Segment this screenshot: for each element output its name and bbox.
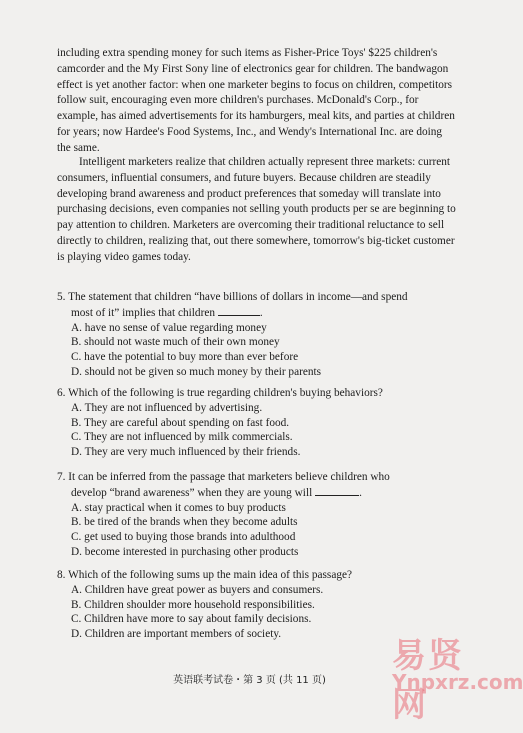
option-b: B. They are careful about spending on fast food. (71, 416, 290, 429)
stem-text: develop “brand awareness” when they are young will (71, 486, 313, 499)
option-a: A. have no sense of value regarding money (71, 321, 267, 334)
question-stem-continued (57, 485, 457, 501)
stem-end: . (259, 306, 263, 319)
stem-text: most of it” implies that children (71, 306, 216, 319)
option-b: B. Children shoulder more household responsibilities. (71, 598, 315, 611)
passage-text-1: including extra spending money for such items as Fisher-Price Toys' $225 children's camcorder and the My First Sony line of electronics gear for children. The bandwagon effect is yet another factor: when one marketer begins to focus on children, competitors follow suit, encouraging even more children's purchases. McDonald's Corp., for example, has aimed advertisements for its hamburgers, meal kits, and parties at children for years; now Hardee's Food Systems, Inc., and Wendy's International Inc. are doing the same. (57, 47, 455, 154)
watermark-url: Ynpxrz.com (392, 670, 523, 694)
passage-paragraph-1 (57, 46, 456, 157)
passage-text-2: Intelligent marketers realize that children actually represent three markets: current consumers, influential consumers, and future buyers. Because children are steadily developing brand awareness and product preferences that someday will translate into purchasing decisions, even companies not selling youth products per se are beginning to pay attention to children. Marketers are overcoming their traditional reluctance to sell directly to children, realizing that, out there somewhere, tomorrow's big-ticket customer is playing video games today. (57, 156, 456, 263)
question-6 (57, 386, 457, 460)
answer-blank (218, 305, 260, 316)
option-c: C. get used to buying those brands into adulthood (71, 531, 296, 544)
watermark-text: 易贤网 (392, 636, 464, 725)
option-d: D. Children are important members of society. (71, 628, 282, 641)
option-d: D. become interested in purchasing other products (71, 545, 299, 558)
option-c: C. have the potential to buy more than ever before (71, 351, 299, 364)
passage-paragraph-2 (57, 155, 456, 266)
option-a: A. stay practical when it comes to buy products (71, 501, 286, 514)
question-stem: 8. Which of the following sums up the main idea of this passage? (57, 569, 353, 581)
question-stem: 6. Which of the following is true regarding children's buying behaviors? (57, 387, 383, 399)
option-d: D. should not be given so much money by their parents (71, 365, 322, 378)
watermark-logo (392, 628, 523, 725)
page-footer: 英语联考试卷・第 3 页 (共 11 页) (173, 675, 326, 686)
question-stem-continued (57, 305, 457, 321)
option-b: B. be tired of the brands when they become adults (71, 516, 298, 529)
question-stem: 5. The statement that children “have billions of dollars in income—and spend (57, 291, 408, 303)
option-b: B. should not waste much of their own money (71, 336, 280, 349)
option-c: C. They are not influenced by milk commercials. (71, 431, 293, 444)
option-d: D. They are very much influenced by their friends. (71, 446, 301, 459)
answer-blank (315, 485, 359, 496)
option-a: A. Children have great power as buyers and consumers. (71, 583, 324, 596)
stem-end: . (359, 486, 362, 499)
question-5 (57, 290, 457, 380)
option-c: C. Children have more to say about family decisions. (71, 613, 312, 626)
question-7 (57, 470, 457, 560)
option-a: A. They are not influenced by advertising. (71, 401, 263, 414)
question-stem: 7. It can be inferred from the passage that marketers believe children who (57, 471, 390, 483)
